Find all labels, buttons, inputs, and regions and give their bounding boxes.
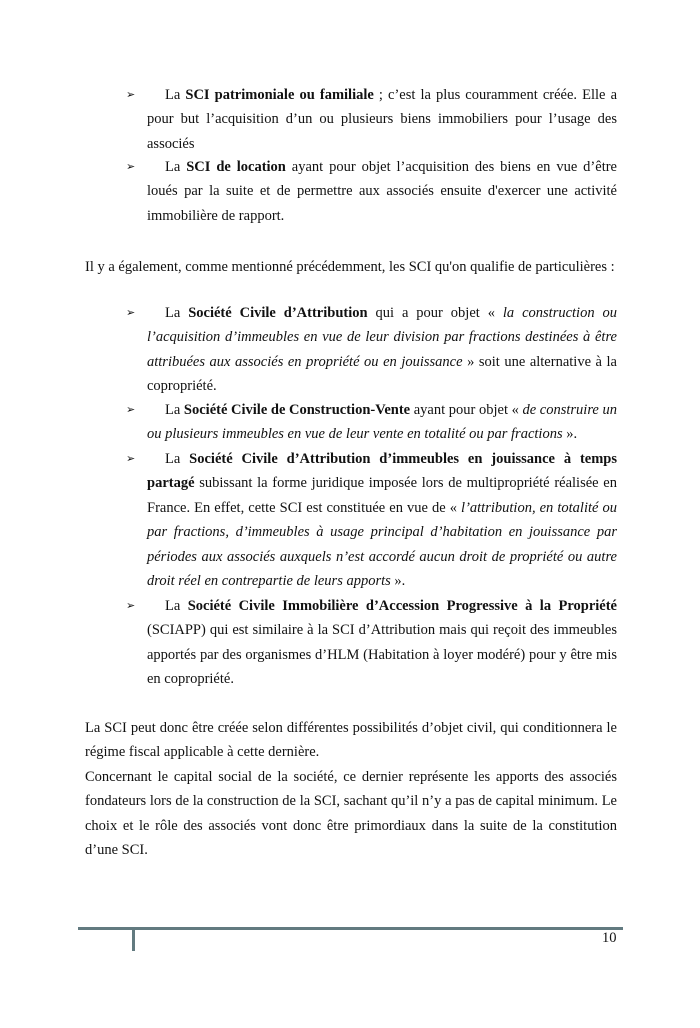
- page-number: 10: [602, 930, 617, 946]
- text-run: (SCIAPP) qui est similaire à la SCI d’Attribution mais qui reçoit des immeubles apportés par des organismes d’HLM (Habitation à loyer modéré) pour y être mis en copropriété.: [147, 622, 617, 688]
- bold-term: Société Civile de Construction-Vente: [183, 402, 411, 418]
- list-item: [126, 594, 617, 692]
- italic-quote: l’attribution, en totalité ou par fractions, d’immeubles à usage principal d’habitation en jouissance par périodes aux associés auxquels n’est accordé aucun droit de propriété ou autre droit réel en contrepartie de leurs apports: [147, 499, 617, 590]
- arrowhead-bullet-icon: ➢: [126, 600, 136, 612]
- text-run: ayant pour objet l’acquisition des biens en vue d’être loués par la suite et de permettre aux associés ensuite d'exercer une activité immobilière de rapport.: [147, 159, 617, 224]
- bold-term: SCI patrimoniale ou familiale: [185, 87, 374, 103]
- list-item: [126, 155, 617, 228]
- text-run: La: [165, 598, 188, 614]
- text-run: ayant pour objet «: [410, 402, 523, 418]
- bold-term: Société Civile Immobilière d’Accession Progressive à la Propriété: [187, 598, 617, 614]
- conclusion-paragraph-2: Concernant le capital social de la société, ce dernier représente les apports des associés fondateurs lors de la construction de la SCI, sachant qu’il n’y a pas de capital minimum. Le choix et le rôle des associés vont donc être primordiaux dans la suite de la constitution d’une SCI.: [85, 769, 617, 859]
- footer-rule: [78, 927, 623, 930]
- text-run: ».: [390, 573, 406, 590]
- text-run: » soit une alternative à la copropriété.: [147, 353, 617, 395]
- text-run: La: [165, 402, 184, 418]
- arrowhead-bullet-icon: ➢: [126, 307, 136, 319]
- text-run: ; c’est la plus couramment créée. Elle a pour but l’acquisition d’un ou plusieurs biens immobiliers pour l’usage des associés: [147, 87, 618, 152]
- bold-term: Société Civile d’Attribution: [188, 305, 368, 321]
- list-item: [126, 301, 618, 399]
- list-item: [126, 398, 617, 447]
- conclusion-paragraph-1: La SCI peut donc être créée selon différentes possibilités d’objet civil, qui conditionnera le régime fiscal applicable à cette dernière.: [85, 720, 617, 761]
- bold-term: SCI de location: [186, 159, 286, 175]
- arrowhead-bullet-icon: ➢: [126, 404, 136, 416]
- intro-paragraph: Il y a également, comme mentionné précédemment, les SCI qu'on qualifie de particulières :: [85, 259, 615, 275]
- text-run: La: [165, 159, 187, 175]
- italic-quote: de construire un ou plusieurs immeubles en vue de leur vente en totalité ou par fractions: [147, 402, 617, 443]
- text-run: qui a pour objet «: [367, 305, 503, 321]
- text-run: ».: [562, 426, 578, 443]
- arrowhead-bullet-icon: ➢: [126, 161, 136, 173]
- list-item: [126, 83, 618, 156]
- text-run: La: [165, 305, 189, 321]
- text-run: La: [165, 87, 186, 103]
- list-item: [126, 447, 617, 593]
- italic-quote: la construction ou l’acquisition d’immeubles en vue de leur division par fractions destinées à être attribuées aux associés en propriété ou en jouissance: [147, 305, 618, 370]
- footer-rule-tick: [132, 928, 135, 951]
- text-run: subissant la forme juridique imposée lors de multipropriété réalisée en France. En effet, cette SCI est constituée en vue de «: [147, 475, 617, 516]
- text-run: La: [165, 451, 190, 467]
- arrowhead-bullet-icon: ➢: [126, 89, 136, 101]
- arrowhead-bullet-icon: ➢: [126, 453, 136, 465]
- bold-term: Société Civile d’Attribution d’immeubles en jouissance à temps partagé: [147, 451, 617, 492]
